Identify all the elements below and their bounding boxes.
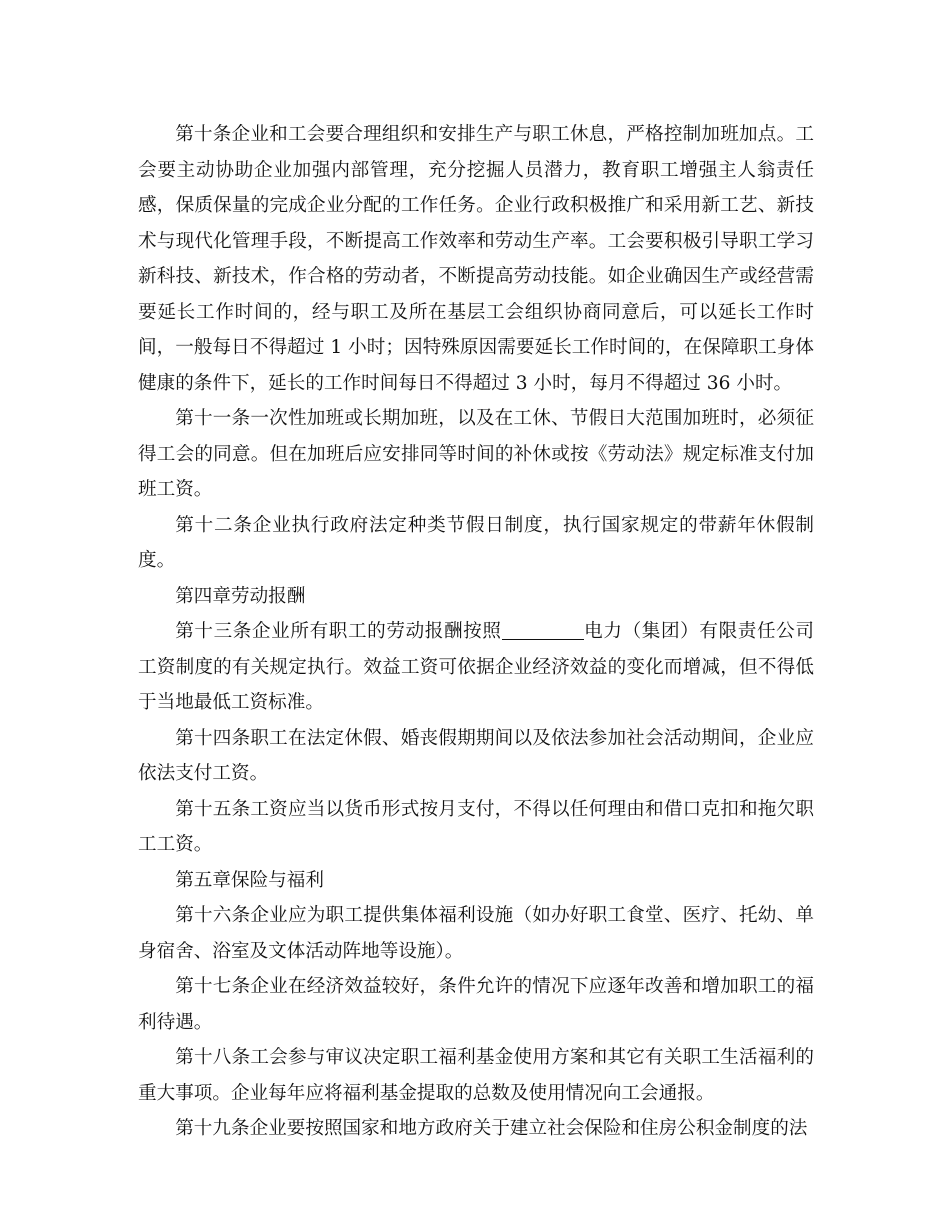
chapter-heading-4: 第四章劳动报酬 — [175, 585, 306, 607]
paragraph-article-10: 第十条企业和工会要合理组织和安排生产与职工休息，严格控制加班加点。工会要主动协助企业加强内部管理，充分挖掘人员潜力，教育职工增强主人翁责任感，保质保量的完成企业分配的工作任务。企业行政积极推广和采用新工艺、新技术与现代化管理手段，不断提高工作效率和劳动生产率。工会要积极引导职工学习新科技、新技术，作合格的劳动者，不断提高劳动技能。如企业确因生产或经营需要延长工作时间的，经与职工及所在基层工会组织协商同意后，可以延长工作时间，一般每日不得超过 1 小时；因特殊原因需要延长工作时间的，在保障职工身体健康的条件下，延长的工作时间每日不得超过 3 小时，每月不得超过 36 小时。 — [138, 124, 814, 394]
chapter-heading-5: 第五章保险与福利 — [175, 869, 324, 891]
paragraph-article-17: 第十七条企业在经济效益较好，条件允许的情况下应逐年改善和增加职工的福利待遇。 — [138, 976, 814, 1033]
paragraph-article-12: 第十二条企业执行政府法定种类节假日制度，执行国家规定的带薪年休假制度。 — [138, 514, 814, 571]
paragraph-article-11: 第十一条一次性加班或长期加班，以及在工休、节假日大范围加班时，必须征得工会的同意。但在加班后应安排同等时间的补休或按《劳动法》规定标准支付加班工资。 — [138, 408, 814, 500]
article-13-text-before: 第十三条企业所有职工的劳动报酬按照 — [175, 621, 502, 642]
paragraph-article-13 — [138, 614, 814, 721]
paragraph-article-19: 第十九条企业要按照国家和地方政府关于建立社会保险和住房公积金制度的法 — [175, 1118, 808, 1139]
paragraph-article-18: 第十八条工会参与审议决定职工福利基金使用方案和其它有关职工生活福利的重大事项。企业每年应将福利基金提取的总数及使用情况向工会通报。 — [138, 1047, 814, 1104]
paragraph-article-14: 第十四条职工在法定休假、婚丧假期期间以及依法参加社会活动期间，企业应依法支付工资。 — [138, 727, 814, 784]
article-13-text-after: 电力（集团）有限责任公司工资制度的有关规定执行。效益工资可依据企业经济效益的变化而增减，但不得低于当地最低工资标准。 — [138, 621, 814, 713]
paragraph-article-16: 第十六条企业应为职工提供集体福利设施（如办好职工食堂、医疗、托幼、单身宿舍、浴室及文体活动阵地等设施）。 — [138, 905, 814, 962]
fill-in-blank — [502, 619, 584, 640]
paragraph-article-15: 第十五条工资应当以货币形式按月支付，不得以任何理由和借口克扣和拖欠职工工资。 — [138, 798, 814, 855]
document-body — [138, 117, 814, 1147]
